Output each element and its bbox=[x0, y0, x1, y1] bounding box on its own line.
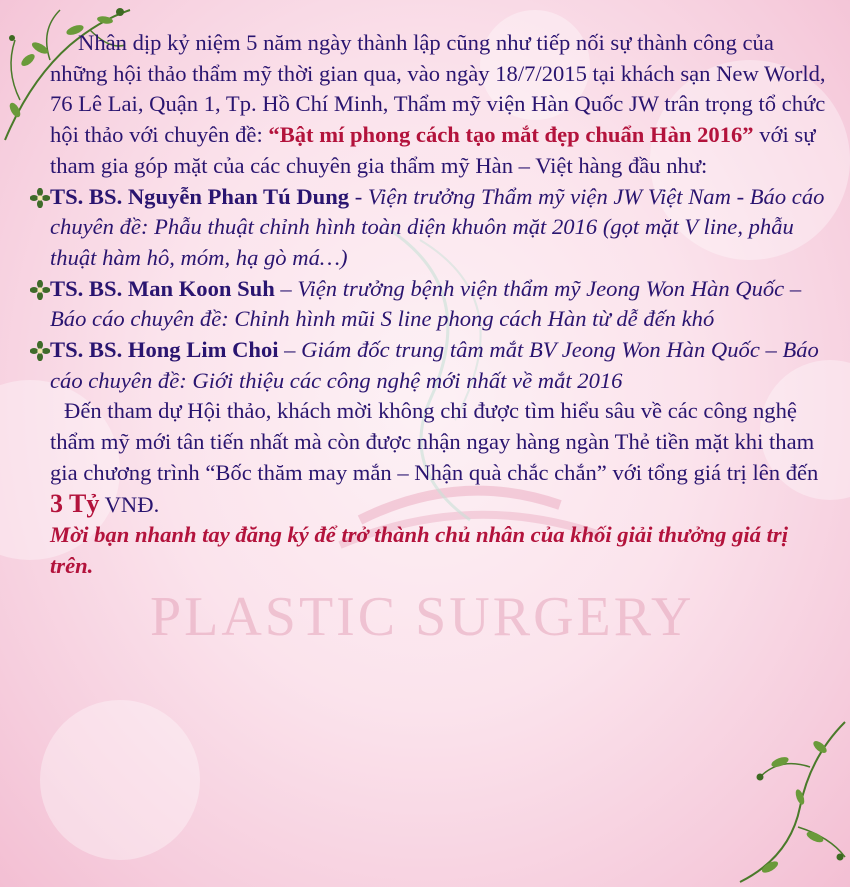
floral-vine-bottom-right bbox=[720, 717, 850, 887]
separator: - bbox=[349, 183, 368, 209]
article-content bbox=[50, 28, 830, 582]
speaker-description: Viện trưởng Thẩm mỹ viện JW Việt Nam - Báo cáo chuyên đề: Phẫu thuật chỉnh hình toàn diện khuôn mặt 2016 (gọt mặt V line, phẫu thuật hàm hô, móm, hạ gò má…) bbox=[50, 183, 825, 270]
speaker-item bbox=[50, 182, 830, 274]
speaker-name: TS. BS. Nguyễn Phan Tú Dung bbox=[50, 183, 350, 209]
speaker-name: TS. BS. Hong Lim Choi bbox=[50, 337, 279, 363]
flower-bullet-icon bbox=[30, 280, 50, 300]
intro-text: Nhân dịp kỷ niệm 5 năm ngày thành lập cũng như tiếp nối sự thành công của những hội thảo thẩm mỹ thời gian qua, vào ngày 18/7/2015 tại khách sạn New World, 76 Lê Lai, Quận 1, Tp. Hồ Chí Minh, Thẩm mỹ viện Hàn Quốc JW trân trọng tổ chức hội thảo với chuyên đề: bbox=[50, 30, 826, 148]
speaker-name: TS. BS. Man Koon Suh bbox=[50, 275, 275, 301]
flower-bullet-icon bbox=[30, 341, 50, 361]
prize-amount: 3 Tỷ bbox=[50, 488, 100, 518]
speaker-description: Viện trưởng bệnh viện thẩm mỹ Jeong Won Hàn Quốc – Báo cáo chuyên đề: Chỉnh hình mũi S line phong cách Hàn từ dễ đến khó bbox=[50, 275, 802, 332]
call-to-action: Mời bạn nhanh tay đăng ký để trở thành chủ nhân của khối giải thưởng giá trị trên. bbox=[50, 522, 788, 578]
closing-paragraph bbox=[50, 396, 830, 581]
prize-currency: VNĐ. bbox=[99, 491, 160, 517]
intro-paragraph bbox=[50, 28, 830, 182]
speaker-description: Giám đốc trung tâm mắt BV Jeong Won Hàn Quốc – Báo cáo chuyên đề: Giới thiệu các công nghệ mới nhất về mắt 2016 bbox=[50, 337, 819, 393]
separator: – bbox=[274, 275, 298, 301]
flower-bullet-icon bbox=[30, 188, 50, 208]
intro-text-continued: với sự tham gia góp mặt của các chuyên gia thẩm mỹ Hàn – Việt hàng đầu như: bbox=[50, 122, 816, 178]
speaker-item bbox=[50, 274, 830, 335]
closing-text: Đến tham dự Hội thảo, khách mời không chỉ được tìm hiểu sâu về các công nghệ thẩm mỹ mới tân tiến nhất mà còn được nhận ngay hàng ngàn Thẻ tiền mặt khi tham gia chương trình “Bốc thăm may mắn – Nhận quà chắc chắn” với tổng giá trị lên đến bbox=[50, 398, 819, 485]
separator: – bbox=[278, 337, 302, 363]
seminar-topic: “Bật mí phong cách tạo mắt đẹp chuẩn Hàn 2016” bbox=[268, 122, 754, 148]
speaker-item bbox=[50, 335, 830, 396]
watermark-text: PLASTIC SURGERY bbox=[150, 586, 695, 648]
